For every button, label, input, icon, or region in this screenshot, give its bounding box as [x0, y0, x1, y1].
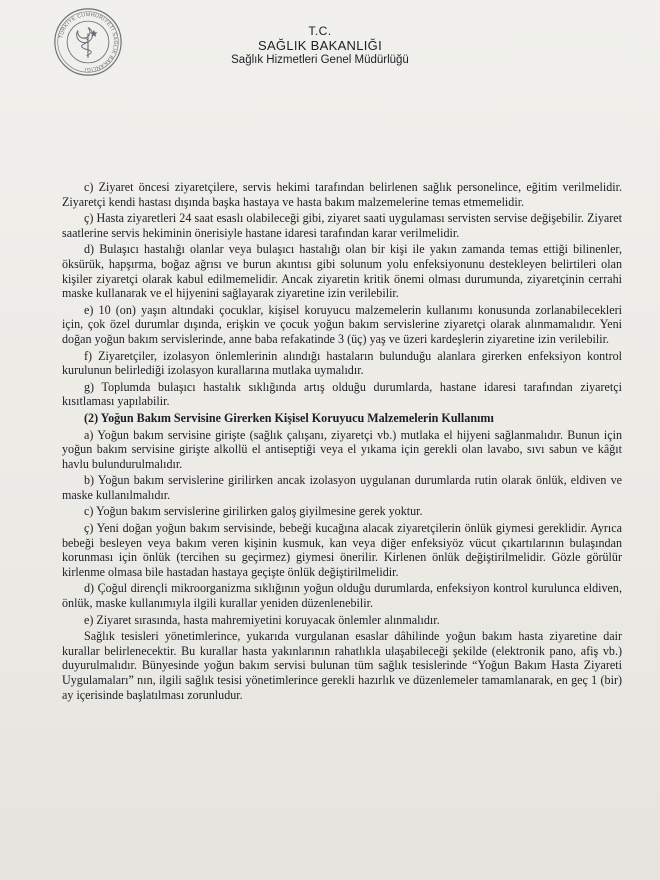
- paragraph-cc-newborn-gown: ç) Yeni doğan yoğun bakım servisinde, bebeği kucağına alacak ziyaretçilerin önlük giymesi gereklidir. Ayrıca bebeği besleyen veya bakım veren kişinin kusmuk, kan veya diğer enfeksiyöz vücut çıkartılarının bulaşından korunması için önlük (tercihen su geçirmez) giymesi önerilir. Kirlenen önlük değiştirilmelidir. Gözle görülür kirlenme olmasa bile hastadan hastaya geçişte önlük değiştirilmelidir.: [62, 521, 622, 579]
- paragraph-d-infectious-visitors: d) Bulaşıcı hastalığı olanlar veya bulaşıcı hastalığı olan bir kişi ile yakın zamanda temas ettiği bilinenler, öksürük, hapşırma, boğaz ağrısı ve burun akıntısı gibi solunum yolu enfeksiyonunu destekleyen belirtileri olan kişiler ziyaretçi olarak kabul edilmemelidir. Ancak ziyaretin kritik önemi olması durumunda, ziyaretçinin cerrahi maske kullanarak ve el hijyenini sağlayarak ziyaretine izin verilebilir.: [62, 242, 622, 301]
- paragraph-d-resistant-organisms: d) Çoğul dirençli mikroorganizma sıklığının yoğun olduğu durumlarda, enfeksiyon kontrol kurulunca eldiven, önlük, maske kullanımıyla ilgili kurallar yeniden düzenlenebilir.: [62, 581, 622, 611]
- letterhead: [200, 24, 440, 67]
- paragraph-e-children: e) 10 (on) yaşın altındaki çocuklar, kişisel koruyucu malzemelerin kullanımı konusunda zorlanabilecekleri için, çok özel durumlar dışında, erişkin ve çocuk yoğun bakım servislerine ziyaretçi olarak alınmamalıdır. Yeni doğan yoğun bakım servislerinde, anne baba refakatinde 3 (üç) yaş ve üzeri kardeşlerin ziyaretine izin verilebilir.: [62, 302, 622, 346]
- ministry-of-health-seal-icon: [52, 6, 124, 78]
- paragraph-closing: Sağlık tesisleri yönetimlerince, yukarıda vurgulanan esaslar dâhilinde yoğun bakım hasta ziyaretine dair kurallar belirlenecektir. Bu kurallar hasta yakınlarının rahatlıkla ulaşabileceği şekilde (elektronik pano, afiş vb.) duyurulmalıdır. Bünyesinde yoğun bakım servisi bulunan tüm sağlık tesislerinde “Yoğun Bakım Hasta Ziyareti Uygulamaları” nın, ilgili sağlık tesisi yönetimlerince gerekli hazırlık ve düzenlemeler tamamlanarak, en geç 1 (bir) ay içerisinde başlatılması zorunludur.: [62, 629, 622, 702]
- paragraph-g-restriction: g) Toplumda bulaşıcı hastalık sıklığında artış olduğu durumlarda, hastane idaresi tarafından ziyaretçi kısıtlaması yapılabilir.: [62, 379, 622, 409]
- paragraph-a-hand-hygiene: a) Yoğun bakım servisine girişte (sağlık çalışanı, ziyaretçi vb.) mutlaka el hijyeni sağlanmalıdır. Bunun için yoğun bakım servisine girişte alkollü el antiseptiği veya el yıkama için gerekli olan lavabo, sıvı sabun ve kâğıt havlu bulundurulmalıdır.: [62, 427, 622, 471]
- letterhead-ministry: SAĞLIK BAKANLIĞI: [257, 38, 382, 53]
- svg-text:TÜRKİYE CUMHURİYETİ SAĞLIK BAK: TÜRKİYE CUMHURİYETİ SAĞLIK BAKANLIĞI: [58, 12, 118, 72]
- paragraph-c-visit-training: c) Ziyaret öncesi ziyaretçilere, servis hekimi tarafından belirlenen sağlık personelince, eğitim verilmelidir. Ziyaretçi kendi hastası dışında başka hastaya ve hasta bakım malzemelerine temas etmemelidir.: [62, 180, 622, 209]
- paragraph-b-gown-gloves: b) Yoğun bakım servislerine girilirken ancak izolasyon uygulanan durumlarda rutin olarak önlük, eldiven ve maske kullanılmalıdır.: [62, 473, 622, 502]
- letterhead-directorate: Sağlık Hizmetleri Genel Müdürlüğü: [231, 54, 409, 66]
- section-heading-ppe: (2) Yoğun Bakım Servisine Girerken Kişisel Koruyucu Malzemelerin Kullanımı: [84, 410, 494, 425]
- paragraph-c-galosh: c) Yoğun bakım servislerine girilirken galoş giyilmesine gerek yoktur.: [84, 504, 423, 519]
- paragraph-cc-visit-hours: ç) Hasta ziyaretleri 24 saat esaslı olabileceği gibi, ziyaret saati uygulaması servisten servise değişebilir. Ziyaret saatlerine servis hekiminin önerisiyle hastane idaresi tarafından karar verilmelidir.: [62, 211, 622, 240]
- paragraph-e-privacy: e) Ziyaret sırasında, hasta mahremiyetini koruyacak önlemler alınmalıdır.: [84, 612, 440, 627]
- letterhead-country: T.C.: [308, 24, 332, 38]
- document-body: [62, 180, 622, 704]
- paragraph-f-isolation: f) Ziyaretçiler, izolasyon önlemlerinin alındığı hastaların bulunduğu alanlara girerken enfeksiyon kontrol kurulunun belirlediği izolasyon kurallarına mutlaka uymalıdır.: [62, 348, 622, 378]
